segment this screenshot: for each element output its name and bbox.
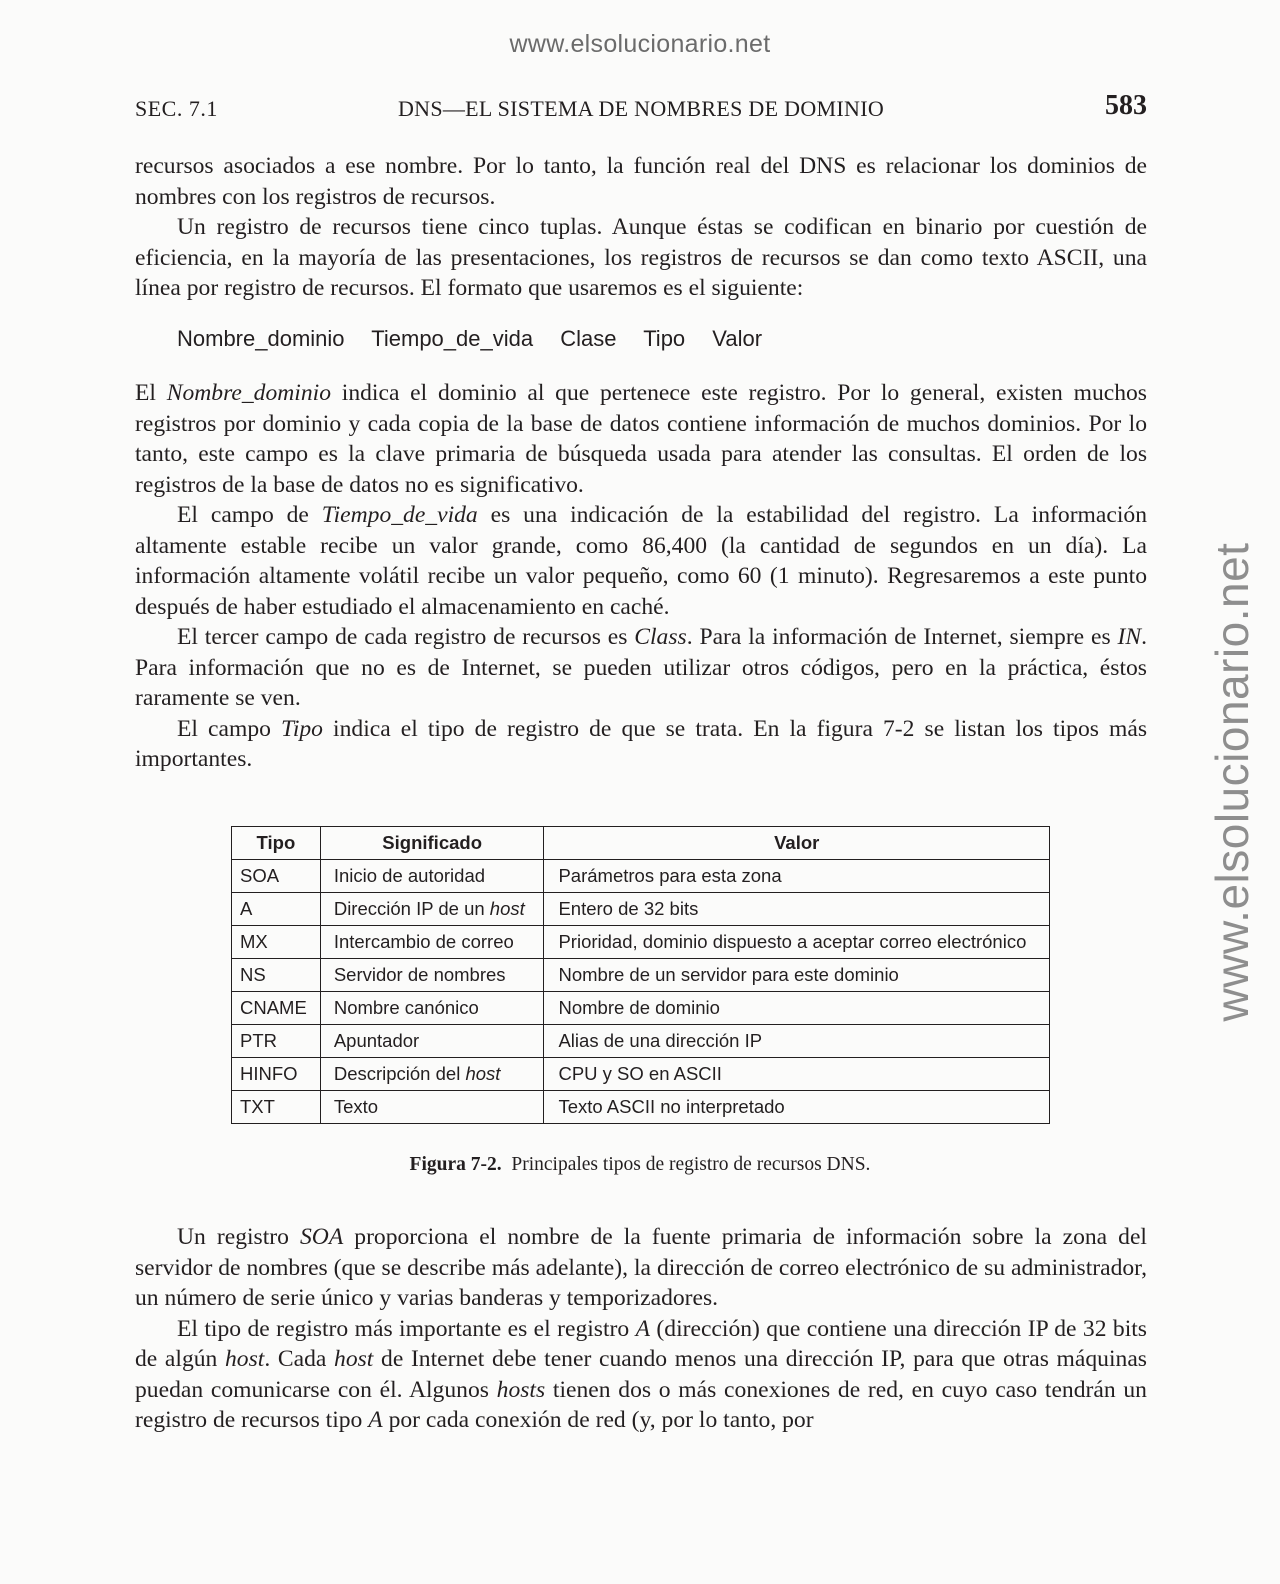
format-field: Tiempo_de_vida: [371, 326, 534, 351]
cell-significado: Servidor de nombres: [320, 959, 544, 992]
cell-valor: Nombre de dominio: [544, 992, 1050, 1025]
cell-valor: Entero de 32 bits: [544, 893, 1050, 926]
table-header-row: [232, 827, 1050, 860]
page-number: 583: [1105, 90, 1147, 121]
cell-significado: Inicio de autoridad: [320, 860, 544, 893]
text-block-bottom: [135, 1222, 1147, 1436]
cell-valor: CPU y SO en ASCII: [544, 1058, 1050, 1091]
format-field: Valor: [712, 326, 763, 351]
running-head: [135, 90, 1147, 126]
column-header-tipo: Tipo: [232, 827, 321, 860]
cell-tipo: PTR: [232, 1025, 321, 1058]
paragraph-continuation: recursos asociados a ese nombre. Por lo tanto, la función real del DNS es relacionar los dominios de nombres con los registros de recursos.: [135, 153, 1147, 210]
figure-label: Figura 7-2.: [409, 1154, 502, 1175]
column-header-significado: Significado: [320, 827, 544, 860]
paragraph-nombre-dominio: El Nombre_dominio indica el dominio al que pertenece este registro. Por lo general, existen muchos registros por dominio y cada copia de la base de datos contiene información de muchos dominios. Por lo tanto, este campo es la clave primaria de búsqueda usada para atender las consultas. El orden de los registros de la base de datos no es significativo.: [135, 380, 1147, 498]
watermark-url-side: www.elsolucionario.net: [1206, 542, 1258, 1022]
cell-tipo: TXT: [232, 1091, 321, 1124]
format-field: Tipo: [643, 326, 686, 351]
cell-valor: Parámetros para esta zona: [544, 860, 1050, 893]
paragraph-tiempo-de-vida: El campo de Tiempo_de_vida es una indicación de la estabilidad del registro. La información altamente estable recibe un valor grande, como 86,400 (la cantidad de segundos en un día). La información altamente volátil recibe un valor pequeño, como 60 (1 minuto). Regresaremos a este punto después de haber estudiado el almacenamiento en caché.: [135, 502, 1147, 620]
table-row: [232, 893, 1050, 926]
column-header-valor: Valor: [544, 827, 1050, 860]
table-row: [232, 860, 1050, 893]
cell-tipo: HINFO: [232, 1058, 321, 1091]
record-format-line: [177, 326, 783, 352]
cell-significado: Dirección IP de un host: [320, 893, 544, 926]
text-block-middle: [135, 378, 1147, 775]
table-row: [232, 959, 1050, 992]
cell-valor: Nombre de un servidor para este dominio: [544, 959, 1050, 992]
paragraph-tipo: El campo Tipo indica el tipo de registro de que se trata. En la figura 7-2 se listan los tipos más importantes.: [135, 715, 1148, 772]
cell-significado: Apuntador: [320, 1025, 544, 1058]
figure-caption: [0, 1154, 1280, 1176]
cell-significado: Texto: [320, 1091, 544, 1124]
cell-significado: Descripción del host: [320, 1058, 544, 1091]
cell-tipo: SOA: [232, 860, 321, 893]
resource-record-types-table: [231, 826, 1050, 1124]
paragraph-class: El tercer campo de cada registro de recursos es Class. Para la información de Internet, siempre es IN. Para información que no es de Internet, se pueden utilizar otros códigos, pero en la práctica, éstos raramente se ven.: [135, 624, 1147, 711]
chapter-title: DNS—EL SISTEMA DE NOMBRES DE DOMINIO: [397, 96, 885, 121]
cell-tipo: A: [232, 893, 321, 926]
cell-tipo: MX: [232, 926, 321, 959]
paragraph-a-record: El tipo de registro más importante es el registro A (dirección) que contiene una dirección IP de 32 bits de algún host. Cada host de Internet debe tener cuando menos una dirección IP, para que otras máquinas puedan comunicarse con él. Algunos hosts tienen dos o más conexiones de red, en cuyo caso tendrán un registro de recursos tipo A por cada conexión de red (y, por lo tanto, por: [135, 1315, 1147, 1433]
cell-valor: Texto ASCII no interpretado: [544, 1091, 1050, 1124]
watermark-url-top: www.elsolucionario.net: [509, 30, 771, 58]
paragraph-resource-tuples: Un registro de recursos tiene cinco tuplas. Aunque éstas se codifican en binario por cuestión de eficiencia, en la mayoría de las presentaciones, los registros de recursos se dan como texto ASCII, una línea por registro de recursos. El formato que usaremos es el siguiente:: [135, 214, 1147, 301]
table-row: [232, 926, 1050, 959]
table-row: [232, 1025, 1050, 1058]
format-field: Clase: [560, 326, 617, 351]
cell-significado: Nombre canónico: [320, 992, 544, 1025]
paragraph-soa: Un registro SOA proporciona el nombre de la fuente primaria de información sobre la zona del servidor de nombres (que se describe más adelante), la dirección de correo electrónico de su administrador, un número de serie único y varias banderas y temporizadores.: [135, 1224, 1147, 1311]
cell-valor: Prioridad, dominio dispuesto a aceptar correo electrónico: [544, 926, 1050, 959]
section-label: SEC. 7.1: [135, 96, 218, 121]
text-block-top: [135, 151, 1147, 304]
cell-tipo: NS: [232, 959, 321, 992]
format-field: Nombre_dominio: [177, 326, 345, 351]
cell-valor: Alias de una dirección IP: [544, 1025, 1050, 1058]
table-row: [232, 1091, 1050, 1124]
cell-significado: Intercambio de correo: [320, 926, 544, 959]
table-row: [232, 992, 1050, 1025]
figure-caption-text: Principales tipos de registro de recursos DNS.: [511, 1154, 871, 1175]
cell-tipo: CNAME: [232, 992, 321, 1025]
table-row: [232, 1058, 1050, 1091]
